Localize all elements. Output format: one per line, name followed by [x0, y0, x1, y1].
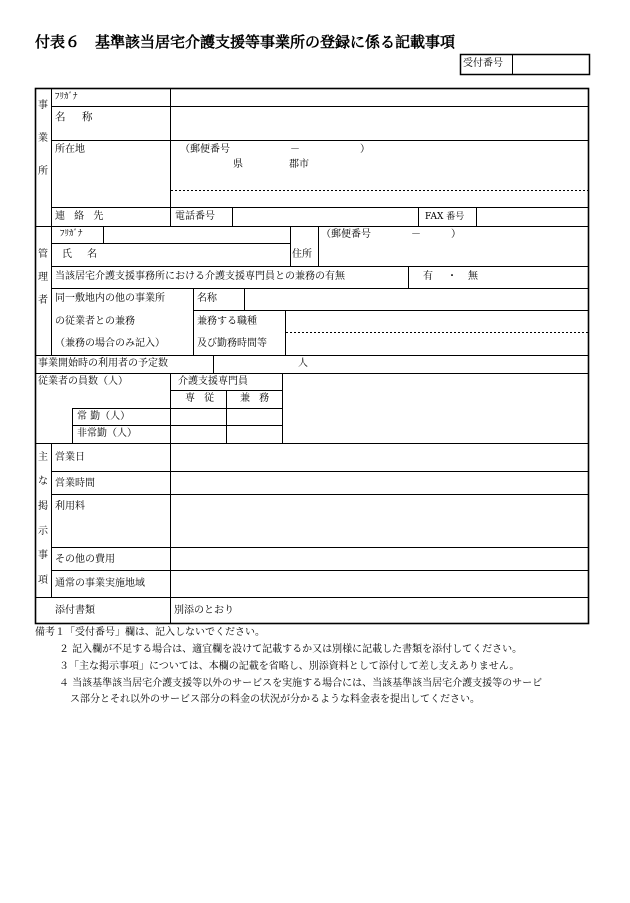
notices-group-char-2: な	[38, 476, 48, 487]
specialist-header: 介護支援専門員	[178, 376, 248, 387]
office-phone-field[interactable]	[233, 208, 418, 226]
notices-group-char-3: 掲	[38, 501, 48, 512]
office-address-label: 所在地	[55, 144, 85, 155]
office-fax-field[interactable]	[477, 208, 588, 226]
concurrent-header: 兼 務	[240, 393, 273, 404]
fulltime-dedicated-cell[interactable]	[171, 409, 226, 425]
concurrent-yes-option[interactable]: 有	[423, 271, 433, 282]
other-role-field[interactable]	[286, 311, 588, 355]
manager-name-label: 氏 名	[62, 249, 104, 260]
office-city-label: 郡市	[289, 159, 309, 170]
business-days-field[interactable]	[171, 444, 588, 471]
office-furigana-field[interactable]	[171, 89, 588, 106]
fulltime-row-label: 常 勤（人）	[77, 411, 131, 422]
fees-field[interactable]	[171, 495, 588, 547]
business-hours-label: 営業時間	[55, 478, 95, 489]
manager-group-char-1: 管	[38, 249, 48, 260]
manager-furigana-field[interactable]	[104, 227, 290, 243]
remark-note-2: ２ 記入欄が不足する場合は、適宜欄を設けて記載するか又は別様に記載した書類を添付してください。	[59, 644, 523, 655]
planned-users-label: 事業開始時の利用者の予定数	[38, 358, 168, 369]
parttime-concurrent-cell[interactable]	[227, 426, 282, 443]
planned-users-field[interactable]	[214, 356, 588, 373]
business-hours-field[interactable]	[171, 472, 588, 494]
remark-note-1: 備考１「受付番号」欄は、記入しないでください。	[35, 627, 265, 638]
manager-concurrent-question: 当該居宅介護支援事務所における介護支援専門員との兼務の有無	[55, 271, 345, 282]
remark-note-3: ３「主な掲示事項」については、本欄の記載を省略し、別添資料として添付して差し支えありません。	[59, 661, 520, 672]
office-address-field[interactable]	[171, 141, 588, 207]
notices-group-char-6: 項	[38, 575, 48, 586]
manager-address-field[interactable]	[319, 227, 588, 266]
fulltime-dedicated-header: 専 従	[185, 393, 218, 404]
manager-address-label: 住所	[292, 249, 312, 260]
other-costs-field[interactable]	[171, 548, 588, 570]
parttime-dedicated-cell[interactable]	[171, 426, 226, 443]
staff-count-label: 従業者の員数（人）	[38, 376, 128, 387]
office-name-label: 名 称	[55, 111, 96, 123]
manager-name-field[interactable]	[104, 244, 290, 266]
parttime-row-label: 非常勤（人）	[77, 428, 137, 439]
other-role-label-1: 兼務する職種	[197, 316, 257, 327]
site-concurrent-line-3: （兼務の場合のみ記入）	[55, 338, 165, 349]
office-group-char-1: 事	[38, 100, 48, 111]
office-fax-label: FAX 番号	[425, 212, 465, 222]
manager-group-char-2: 理	[38, 272, 48, 283]
fees-label: 利用料	[55, 501, 85, 512]
other-office-name-label: 名称	[197, 293, 217, 304]
remark-note-4-line-2: ス部分とそれ以外のサービス部分の料金の状況が分かるような料金表を提出してください。	[70, 694, 480, 705]
office-name-field[interactable]	[171, 107, 588, 140]
manager-group-char-3: 者	[38, 295, 48, 306]
other-office-name-field[interactable]	[245, 289, 588, 310]
office-group-char-3: 所	[38, 166, 48, 177]
concurrent-separator: ・	[447, 271, 457, 282]
office-contact-label: 連 絡 先	[55, 211, 107, 222]
office-pref-label: 県	[233, 159, 243, 170]
service-area-label: 通常の事業実施地域	[55, 578, 145, 589]
notices-group-char-5: 事	[38, 550, 48, 561]
business-days-label: 営業日	[55, 452, 85, 463]
notices-group-char-1: 主	[38, 452, 48, 463]
receipt-number-field[interactable]	[513, 55, 589, 74]
manager-furigana-label: ﾌﾘｶﾞﾅ	[60, 229, 83, 239]
manager-postal-code: （郵便番号 － ）	[321, 229, 461, 240]
office-furigana-label: ﾌﾘｶﾞﾅ	[55, 92, 78, 102]
attachments-value: 別添のとおり	[174, 605, 234, 616]
other-role-label-2: 及び勤務時間等	[197, 338, 267, 349]
attachments-label: 添付書類	[55, 605, 95, 616]
concurrent-no-option[interactable]: 無	[468, 271, 478, 282]
site-concurrent-line-2: の従業者との兼務	[55, 316, 135, 327]
other-costs-label: その他の費用	[55, 554, 115, 565]
service-area-field[interactable]	[171, 571, 588, 597]
remark-note-4-line-1: ４ 当該基準該当居宅介護支援等以外のサービスを実施する場合には、当該基準該当居宅介護支援等のサービ	[59, 678, 543, 689]
notices-group-char-4: 示	[38, 526, 48, 537]
fulltime-concurrent-cell[interactable]	[227, 409, 282, 425]
receipt-number-label: 受付番号	[463, 58, 503, 69]
office-phone-label: 電話番号	[175, 211, 215, 222]
office-group-char-2: 業	[38, 133, 48, 144]
form-title: 付表６ 基準該当居宅介護支援等事業所の登録に係る記載事項	[35, 33, 456, 51]
office-postal-code: （郵便番号 － ）	[180, 144, 370, 155]
planned-users-unit: 人	[298, 358, 308, 369]
site-concurrent-line-1: 同一敷地内の他の事業所	[55, 293, 165, 304]
